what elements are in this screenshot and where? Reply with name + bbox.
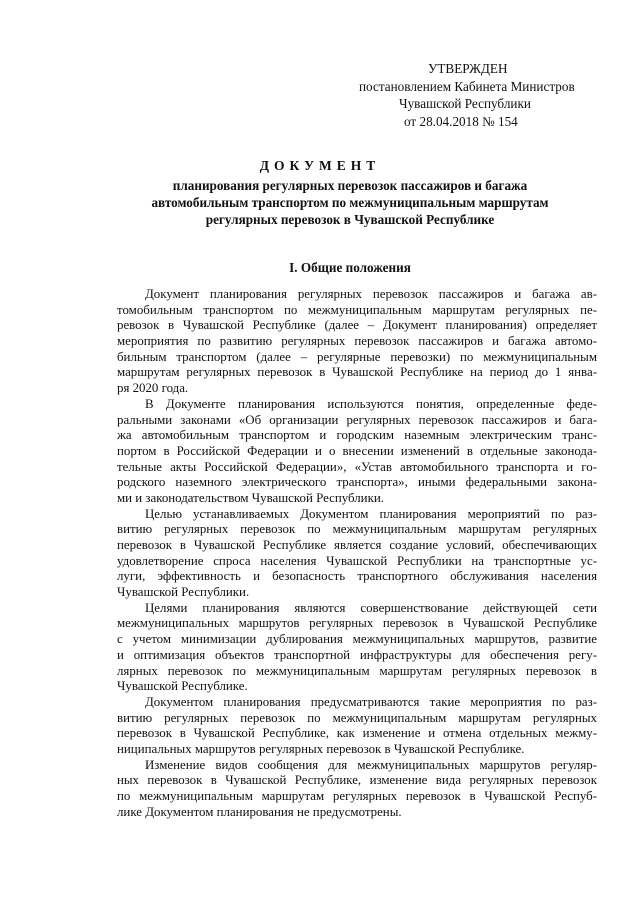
subtitle-line: регулярных перевозок в Чувашской Республике [205,212,495,228]
paragraph-line: по межмуниципальным маршрутам регулярных перевозок в Чувашской Респуб- [117,789,597,803]
paragraph-line: лярных перевозок по межмуниципальным маршрутам регулярных перевозок в [117,663,597,678]
paragraph-line: жа автомобильным транспортом и городским наземным электрическим транс- [117,428,597,443]
paragraph-line: и оптимизация объектов транспортной инфраструктуры для обеспечения регу- [117,647,597,662]
paragraph-line: лике Документом планирования не предусмотрены. [117,804,402,819]
paragraph-line: Изменение видов сообщения для межмуниципальных маршрутов регуляр- [145,757,597,772]
paragraph-line: витию регулярных перевозок по межмуниципальным маршрутам регулярных [117,522,597,537]
paragraph-line: Целями планирования являются совершенствование действующей сети [145,600,597,615]
paragraph-line: Чувашской Республике. [117,679,248,694]
paragraph-line: межмуниципальных маршрутов регулярных перевозок в Чувашской Республике [117,616,597,631]
paragraph-line: перевозок в Чувашской Республике, как изменение и отмена отдельных межму- [117,726,597,741]
paragraph-line: мероприятия по развитию регулярных перевозок пассажиров и багажа автомо- [117,334,597,349]
paragraph-line: с учетом минимизации дублирования межмуниципальных маршрутов, развитие [117,632,597,647]
paragraph-line: луги, эффективность и безопасность транспортного обслуживания населения [117,569,597,584]
paragraph-line: ми и законодательством Чувашской Республики. [117,490,384,505]
paragraph-line: ных перевозок в Чувашской Республике, изменение вида регулярных перевозок [117,773,597,788]
document-subtitle [60,177,640,229]
subtitle-line: планирования регулярных перевозок пассажиров и багажа [172,178,528,193]
paragraph-line: ревозок в Чувашской Республике (далее – Документ планирования) определяет [117,318,597,333]
paragraph-line: томобильным транспортом по межмуниципальным маршрутам регулярных пе- [117,302,597,317]
paragraph-line: Целью устанавливаемых Документом планирования мероприятий по раз- [145,506,597,521]
paragraph-line: перевозок в Чувашской Республике является создание условий, обеспечивающих [117,538,597,552]
paragraph-line: родского наземного электрического транспорта», иными федеральными закона- [117,475,597,490]
paragraph-line: ря 2020 года. [117,381,189,396]
section-heading: I. Общие положения [289,260,411,275]
paragraph-line: удовлетворение спроса населения Чувашской Республики на транспортные ус- [117,553,597,568]
approval-line: постановлением Кабинета Министров [359,78,575,94]
paragraph-line: Документ планирования регулярных перевозок пассажиров и багажа ав- [145,287,597,301]
approval-line: Чувашской Республики [399,96,531,111]
paragraph-line: ральными законами «Об организации регулярных перевозок пассажиров и бага- [117,412,597,427]
paragraph-line: Документом планирования предусматриваются такие мероприятия по раз- [145,694,597,709]
paragraph-line: тельные акты Российской Федерации», «Устав автомобильного транспорта и го- [117,459,597,474]
approval-line: от 28.04.2018 № 154 [404,113,518,129]
document-body [117,287,597,820]
paragraph-line: бильным транспортом (далее – регулярные перевозки) по межмуниципальным [117,349,597,364]
paragraph-line: В Документе планирования используются понятия, определенные феде- [145,396,597,411]
paragraph-line: ниципальных маршрутов регулярных перевозок в Чувашской Республике. [117,741,525,756]
document-title: ДОКУМЕНТ [259,158,381,173]
paragraph-line: витию регулярных перевозок по межмуниципальным маршрутам регулярных [117,710,597,725]
paragraph-line: портом в Российской Федерации и о внесении изменений в отдельные законода- [117,443,597,458]
approval-stamp [358,60,598,130]
subtitle-line: автомобильным транспортом по межмуниципальным маршрутам [151,195,549,211]
approval-line: УТВЕРЖДЕН [428,61,508,76]
paragraph-line: Чувашской Республики. [117,585,250,600]
paragraph-line: маршрутам регулярных перевозок в Чувашской Республике на период до 1 янва- [117,365,597,380]
